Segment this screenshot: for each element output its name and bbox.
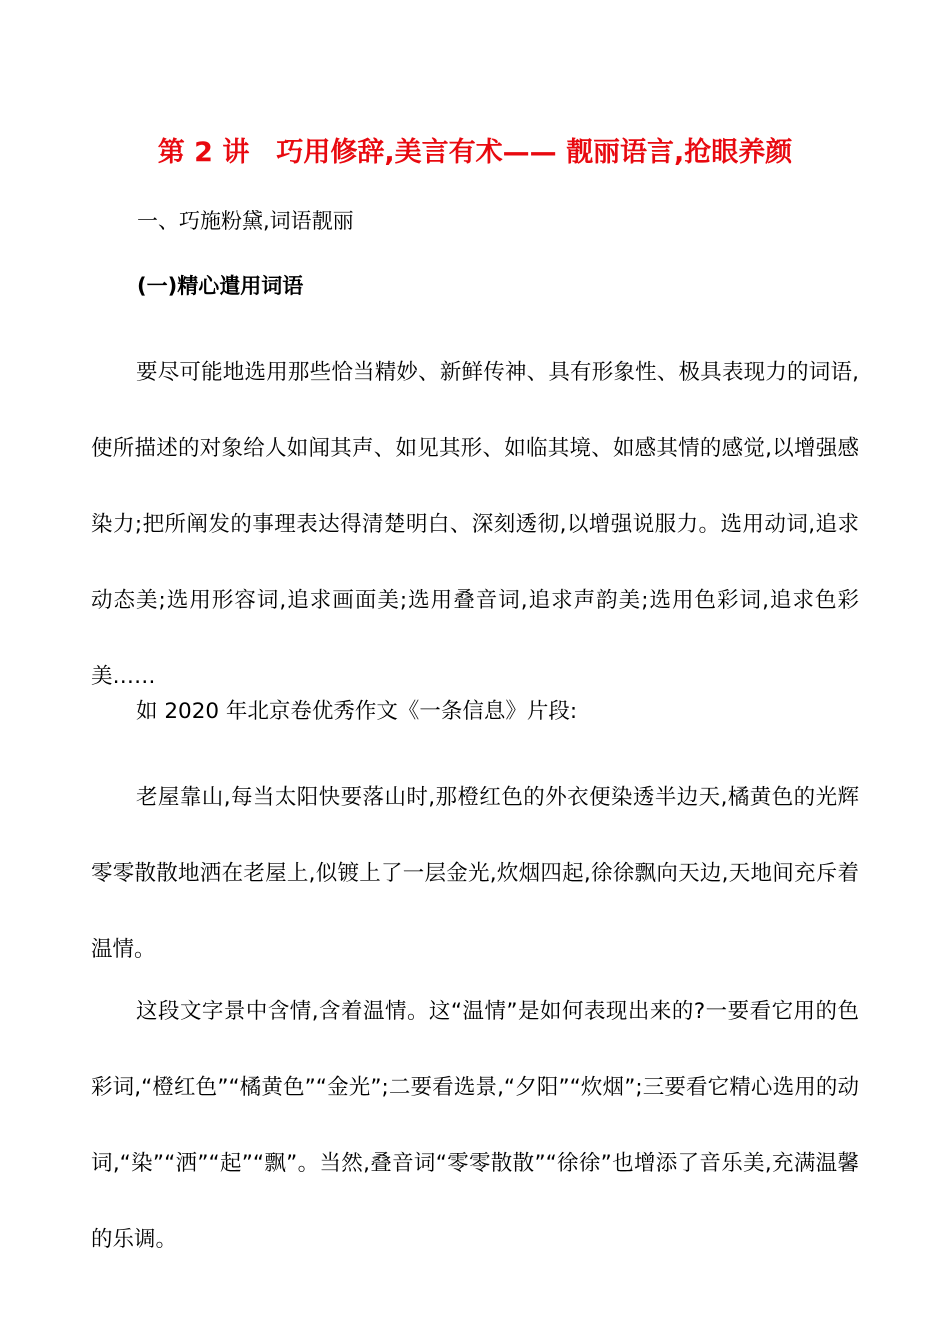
paragraph-word-choice: 要尽可能地选用那些恰当精妙、新鲜传神、具有形象性、极具表现力的词语,使所描述的对象给人如闻其声、如见其形、如临其境、如感其情的感觉,以增强感染力;把所阐发的事理表达得清楚明白、深刻透彻,以增强说服力。选用动词,追求动态美;选用形容词,追求画面美;选用叠音词,追求声韵美;选用色彩词,追求色彩美…… xyxy=(91,360,859,689)
paragraph-analysis: 这段文字景中含情,含着温情。这“温情”是如何表现出来的?一要看它用的色彩词,“橙红色”“橘黄色”“金光”;二要看选景,“夕阳”“炊烟”;三要看它精心选用的动词,“染”“洒”“起”“飘”。当然,叠音词“零零散散”“徐徐”也增添了音乐美,充满温馨的乐调。 xyxy=(91,999,859,1252)
paragraph-example-intro: 如 2020 年北京卷优秀作文《一条信息》片段: xyxy=(136,699,578,724)
paragraph-example-excerpt: 老屋靠山,每当太阳快要落山时,那橙红色的外衣便染透半边天,橘黄色的光辉零零散散地洒在老屋上,似镀上了一层金光,炊烟四起,徐徐飘向天边,天地间充斥着温情。 xyxy=(91,785,859,962)
subsection-heading: (一)精心遣用词语 xyxy=(137,274,304,298)
section-heading: 一、巧施粉黛,词语靓丽 xyxy=(137,209,354,233)
lesson-title: 第 2 讲 巧用修辞,美言有术—— 靓丽语言,抢眼养颜 xyxy=(157,137,793,168)
